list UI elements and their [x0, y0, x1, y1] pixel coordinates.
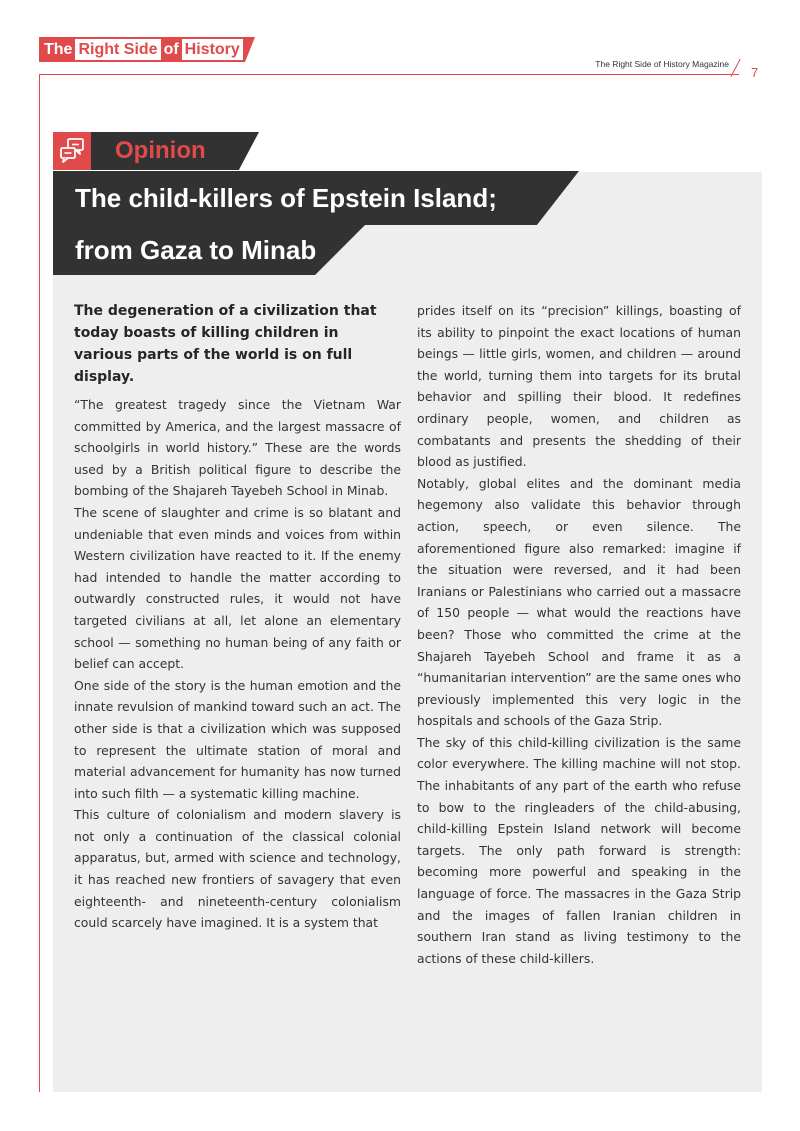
article-lead: The degeneration of a civilization that today boasts of killing children in various parts of the world is on full display. — [74, 303, 377, 385]
article-column-right — [417, 300, 741, 969]
masthead-tail — [245, 37, 255, 62]
section-label: Opinion — [115, 137, 206, 164]
paragraph: prides itself on its “precision” killings, boasting of its ability to pinpoint the exact locations of human beings — little girls, women, and children — around the world, turning them into targets for its brutal behavior and spilling their blood. It redefines ordinary people, women, and children as combatants and presents the shedding of their blood as justified. — [417, 303, 741, 470]
paragraph: The scene of slaughter and crime is so blatant and undeniable that even minds and voices from within Western civilization have reacted to it. If the enemy had intended to handle the matter according to outwardly constructed rules, it would not have targeted civilians at all, let alone an elementary school — something no human being of any faith or belief can accept. — [74, 504, 401, 672]
masthead-word-the: The — [41, 39, 75, 60]
article-column-left — [74, 300, 401, 934]
article-title-line1: The child-killers of Epstein Island; — [75, 183, 497, 213]
masthead-box — [39, 37, 245, 62]
paragraph: The sky of this child-killing civilization is the same color everywhere. The killing machine will not stop. The inhabitants of any part of the earth who refuse to bow to the ringleaders of the child-abusing, child-killing Epstein Island network will become targets. The only path forward is strength: becoming more powerful and speaking in the language of force. The massacres in the Gaza Strip and the images of fallen Iranian children in southern Iran stand as living testimony to the actions of these child-killers. — [417, 734, 741, 966]
paragraph: “The greatest tragedy since the Vietnam War committed by America, and the largest massacre of schoolgirls in world history.” These are the words used by a British political figure to describe the bombing of the Shajareh Tayebeh School in Minab. — [74, 397, 401, 499]
masthead-word-right-side: Right Side — [75, 39, 160, 60]
masthead-logo — [39, 37, 255, 62]
paragraph: One side of the story is the human emotion and the innate revulsion of mankind toward such an act. The other side is that a civilization which was supposed to represent the ultimate station of moral and material advancement for humanity has now turned into such filth — a systematic killing machine. — [74, 677, 401, 801]
paragraph: Notably, global elites and the dominant media hegemony also validate this behavior through action, speech, or even silence. The aforementioned figure also remarked: imagine if the situation were reversed, and it had been Iranians or Palestinians who carried out a massacre of 150 people — what would the reactions have been? Those who committed the crime at the Shajareh Tayebeh School and frame it as a “humanitarian intervention” are the same ones who previously implemented this very logic in the hospitals and schools of the Gaza Strip. — [417, 475, 741, 729]
chat-bubbles-icon — [58, 137, 86, 165]
page-number: 7 — [751, 65, 759, 80]
paragraph: This culture of colonialism and modern slavery is not only a continuation of the classical colonial apparatus, but, armed with science and technology, it has reached new frontiers of savagery that even eighteenth- and nineteenth-century colonialism could scarcely have imagined. It is a system that — [74, 807, 401, 931]
article-title-line2: from Gaza to Minab — [75, 235, 317, 265]
masthead-word-history: History — [182, 39, 243, 60]
masthead-word-of: of — [161, 39, 182, 60]
header-rule — [39, 74, 739, 75]
magazine-name: The Right Side of History Magazine — [595, 59, 729, 69]
side-rule — [39, 74, 40, 1092]
section-icon-box — [53, 132, 91, 170]
